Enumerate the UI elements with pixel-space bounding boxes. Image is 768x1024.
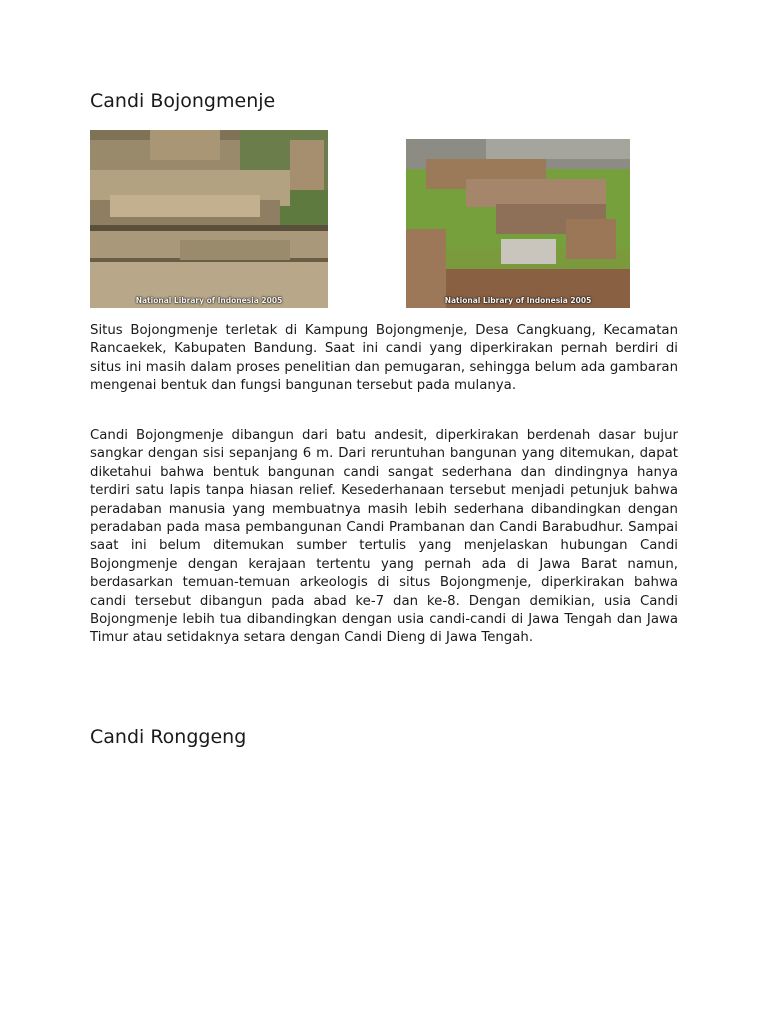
- section-title-bojongmenje: Candi Bojongmenje: [90, 90, 276, 112]
- ruins-illustration: [406, 139, 630, 308]
- photo-temple-ruins-site: [406, 139, 630, 308]
- photo-caption: National Library of Indonesia 2005: [444, 296, 592, 305]
- photo-temple-stones-closeup: [90, 130, 328, 308]
- paragraph-temple-description: Candi Bojongmenje dibangun dari batu andesit, diperkirakan berdenah dasar bujur sangkar dengan sisi sepanjang 6 m. Dari reruntuhan bangunan yang ditemukan, dapat diketahui bahwa bentuk bangunan candi sangat sederhana dan dindingnya hanya terdiri satu lapis tanpa hiasan relief. Kesederhanaan tersebut menjadi petunjuk bahwa peradaban manusia yang membuatnya masih lebih sederhana dibandingkan dengan peradaban pada masa pembangunan Candi Prambanan dan Candi Barabudhur. Sampai saat ini belum ditemukan sumber tertulis yang menjelaskan hubungan Candi Bojongmenje dengan kerajaan tertentu yang pernah ada di Jawa Barat namun, berdasarkan temuan-temuan arkeologis di situs Bojongmenje, diperkirakan bahwa candi tersebut dibangun pada abad ke-7 dan ke-8. Dengan demikian, usia Candi Bojongmenje lebih tua dibandingkan dengan usia candi-candi di Jawa Tengah dan Jawa Timur atau setidaknya setara dengan Candi Dieng di Jawa Tengah.: [90, 428, 678, 646]
- section-title-ronggeng: Candi Ronggeng: [90, 726, 247, 748]
- paragraph-site-location: Situs Bojongmenje terletak di Kampung Bojongmenje, Desa Cangkuang, Kecamatan Rancaekek, Kabupaten Bandung. Saat ini candi yang diperkirakan pernah berdiri di situs ini masih dalam proses penelitian dan pemugaran, sehingga belum ada gambaran mengenai bentuk dan fungsi bangunan tersebut pada mulanya.: [90, 323, 678, 394]
- photo-caption: National Library of Indonesia 2005: [135, 296, 283, 305]
- stone-blocks-illustration: [90, 130, 328, 308]
